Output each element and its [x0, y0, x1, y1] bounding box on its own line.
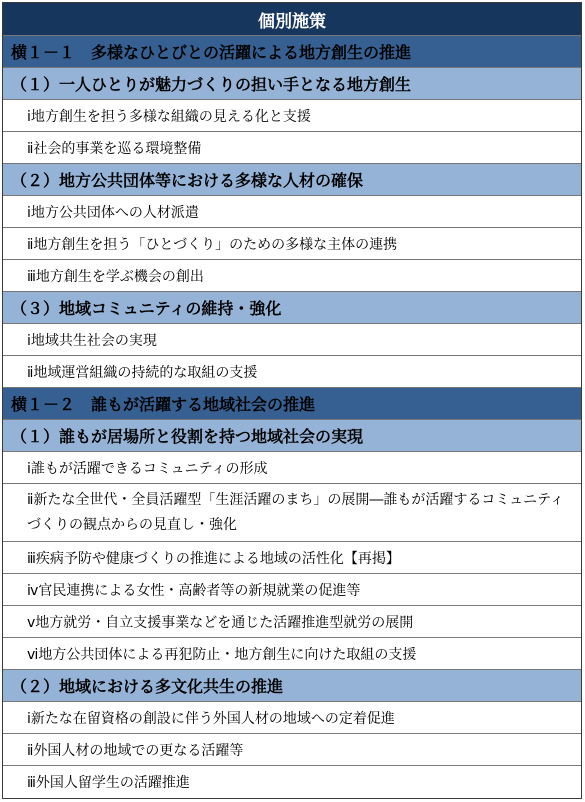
measure-row [3, 766, 581, 798]
measure-row [3, 452, 581, 484]
measure-row-text: ⅰ地域共生社会の実現 [27, 332, 157, 349]
measure-row-text: ⅱ外国人材の地域での更なる活躍等 [27, 742, 244, 759]
measure-row [3, 260, 581, 292]
measure-row-text: ⅴ地方就労・自立支援事業などを通じた活躍推進型就労の展開 [27, 614, 414, 631]
measure-row-text: ⅰ誰もが活躍できるコミュニティの形成 [27, 460, 268, 477]
measure-row [3, 734, 581, 766]
measure-row [3, 574, 581, 606]
measure-row [3, 702, 581, 734]
subsection-row-text: （３）地域コミュニティの維持・強化 [11, 299, 282, 318]
subsection-row-text: （１）誰もが居場所と役割を持つ地域社会の実現 [11, 427, 364, 446]
measure-row [3, 638, 581, 670]
section-row [3, 36, 581, 68]
table-body [3, 36, 581, 798]
subsection-row [3, 420, 581, 452]
measure-row [3, 324, 581, 356]
measure-row-text: ⅲ疾病予防や健康づくりの推進による地域の活性化【再掲】 [27, 550, 400, 567]
measure-row-text: ⅳ官民連携による女性・高齢者等の新規就業の促進等 [27, 582, 361, 599]
measure-row-text: ⅰ新たな在留資格の創設に伴う外国人材の地域への定着促進 [27, 710, 395, 727]
measure-row-text: ⅰ地方創生を担う多様な組織の見える化と支援 [27, 108, 311, 125]
section-row-text: 横１－１ 多様なひとびとの活躍による地方創生の推進 [11, 43, 412, 62]
measure-row-text: ⅱ地域運営組織の持続的な取組の支援 [27, 364, 258, 381]
section-row [3, 388, 581, 420]
measures-table [2, 2, 582, 799]
measure-row [3, 356, 581, 388]
measure-row [3, 542, 581, 574]
table-header [3, 3, 581, 36]
measure-row-text: ⅱ社会的事業を巡る環境整備 [27, 140, 202, 157]
measure-row-text: ⅱ新たな全世代・全員活躍型「生涯活躍のまち」の展開―誰もが活躍するコミュニティづくりの観点からの見直し・強化 [27, 491, 565, 533]
measure-row-text: ⅰ地方公共団体への人材派遣 [27, 204, 199, 221]
subsection-row-text: （２）地域における多文化共生の推進 [11, 677, 284, 696]
measure-row [3, 484, 581, 542]
measure-row [3, 196, 581, 228]
measure-row [3, 228, 581, 260]
table-header-label: 個別施策 [258, 11, 326, 32]
subsection-row [3, 68, 581, 100]
measure-row-text: ⅵ地方公共団体による再犯防止・地方創生に向けた取組の支援 [27, 646, 417, 663]
subsection-row [3, 292, 581, 324]
subsection-row [3, 670, 581, 702]
measure-row-text: ⅲ外国人留学生の活躍推進 [27, 775, 190, 791]
measure-row-text: ⅱ地方創生を担う「ひとづくり」のための多様な主体の連携 [27, 236, 398, 253]
subsection-row [3, 164, 581, 196]
section-row-text: 横１－２ 誰もが活躍する地域社会の推進 [11, 395, 316, 414]
subsection-row-text: （１）一人ひとりが魅力づくりの担い手となる地方創生 [11, 75, 412, 94]
measure-row [3, 132, 581, 164]
measure-row-text: ⅲ地方創生を学ぶ機会の創出 [27, 268, 204, 285]
subsection-row-text: （２）地方公共団体等における多様な人材の確保 [11, 171, 364, 190]
measure-row [3, 100, 581, 132]
measure-row [3, 606, 581, 638]
